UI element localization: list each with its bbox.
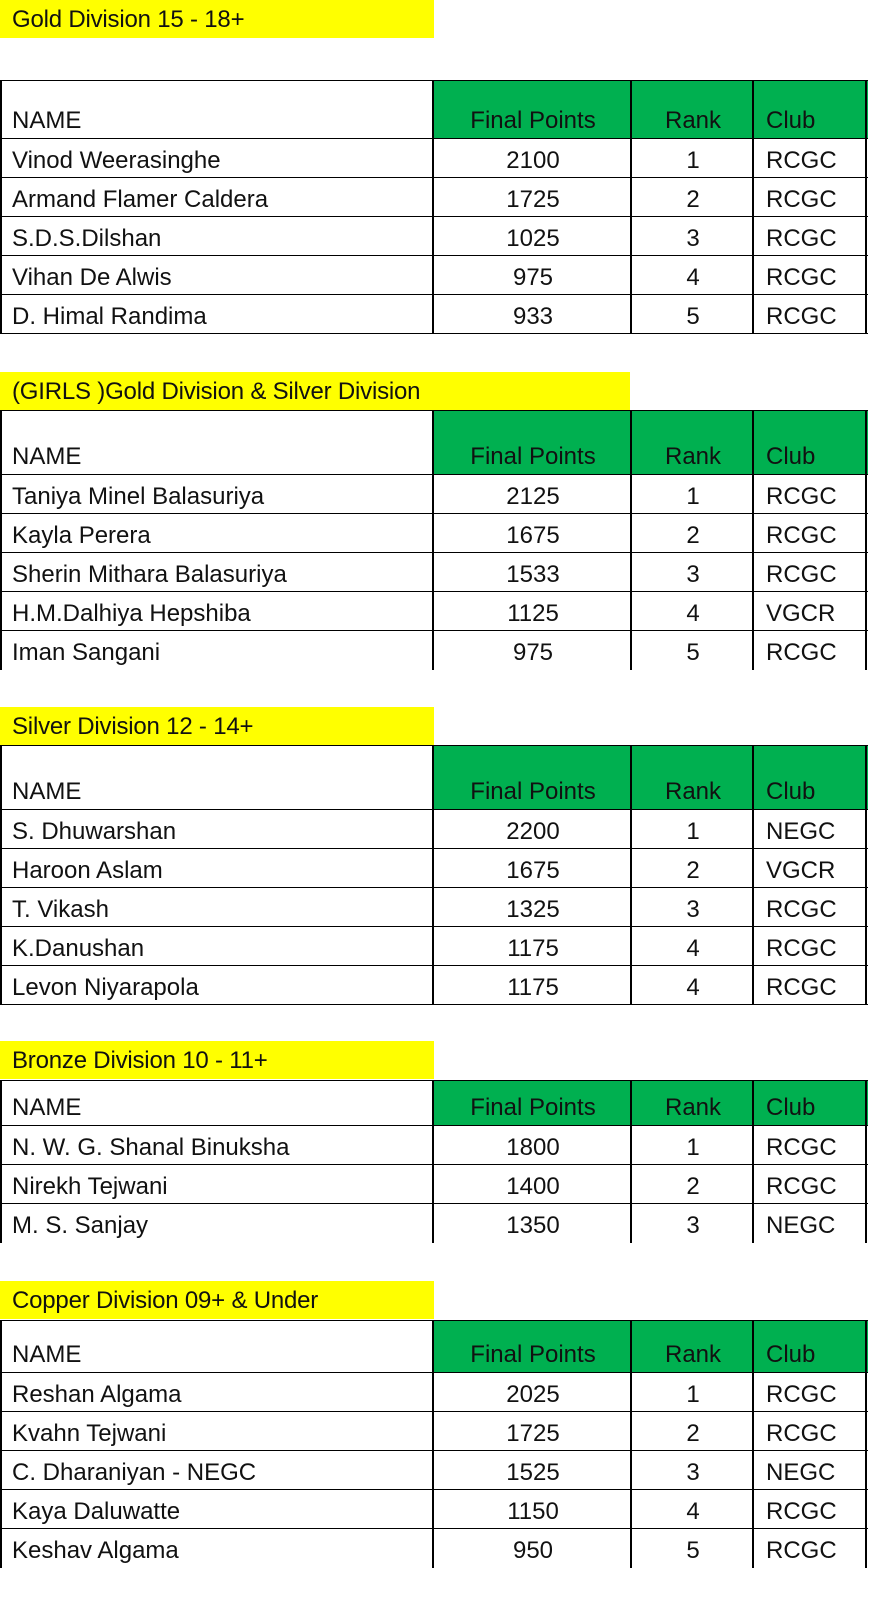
cell-final-points: 1325	[506, 896, 560, 923]
cell-rank: 3	[686, 1459, 700, 1486]
column-left-border	[0, 1080, 2, 1243]
table-row	[0, 178, 868, 217]
cell-rank: 1	[686, 1134, 700, 1161]
cell-club: RCGC	[766, 1498, 837, 1525]
cell-name: D. Himal Randima	[12, 303, 207, 330]
cell-rank: 2	[686, 522, 700, 549]
table-top-border	[0, 80, 868, 81]
table-row	[0, 1451, 868, 1490]
cell-name: Kvahn Tejwani	[12, 1420, 167, 1447]
cell-final-points: 1125	[507, 600, 559, 627]
table-row	[0, 475, 868, 514]
column-name-divider	[432, 1080, 434, 1243]
header-name: NAME	[12, 778, 82, 805]
cell-club: RCGC	[766, 303, 837, 330]
column-name-divider	[432, 80, 434, 334]
cell-name: N. W. G. Shanal Binuksha	[12, 1134, 290, 1161]
cell-club: RCGC	[766, 935, 837, 962]
cell-club: RCGC	[766, 1537, 837, 1564]
table-header	[0, 410, 868, 474]
column-rank-divider	[752, 745, 754, 1005]
cell-club: RCGC	[766, 1134, 837, 1161]
header-rank: Rank	[664, 778, 722, 805]
column-left-border	[0, 80, 2, 334]
cell-final-points: 1025	[506, 225, 560, 252]
cell-name: Keshav Algama	[12, 1537, 179, 1564]
cell-final-points: 975	[512, 639, 554, 666]
cell-final-points: 1725	[506, 1420, 560, 1447]
cell-club: RCGC	[766, 264, 837, 291]
table-row	[0, 592, 868, 631]
cell-rank: 4	[686, 935, 700, 962]
header-final-points: Final Points	[470, 443, 596, 470]
section-title: Silver Division 12 - 14+	[0, 707, 434, 745]
cell-rank: 1	[686, 147, 700, 174]
cell-club: RCGC	[766, 561, 837, 588]
cell-rank: 2	[686, 186, 700, 213]
cell-final-points: 1350	[506, 1212, 560, 1239]
table-row	[0, 1529, 868, 1568]
table-row	[0, 1412, 868, 1451]
table-header	[0, 80, 868, 138]
column-name-divider	[432, 1320, 434, 1568]
table-row	[0, 1126, 868, 1165]
cell-name: Kayla Perera	[12, 522, 151, 549]
header-club: Club	[766, 443, 816, 470]
cell-rank: 5	[686, 1537, 700, 1564]
header-club: Club	[766, 1094, 816, 1121]
cell-final-points: 1675	[506, 857, 560, 884]
table-row	[0, 1204, 868, 1243]
column-right-border	[865, 1080, 867, 1243]
cell-final-points: 950	[512, 1537, 554, 1564]
section-title: Gold Division 15 - 18+	[0, 0, 434, 38]
cell-name: Armand Flamer Caldera	[12, 186, 269, 213]
column-points-divider	[630, 1320, 632, 1568]
table-row	[0, 514, 868, 553]
column-name-divider	[432, 745, 434, 1005]
table-row	[0, 810, 868, 849]
column-points-divider	[630, 1080, 632, 1243]
cell-club: RCGC	[766, 1381, 837, 1408]
table-row	[0, 888, 868, 927]
cell-name: M. S. Sanjay	[12, 1212, 149, 1239]
cell-club: RCGC	[766, 1420, 837, 1447]
cell-name: C. Dharaniyan - NEGC	[12, 1459, 257, 1486]
cell-final-points: 1725	[506, 186, 560, 213]
column-right-border	[865, 410, 867, 670]
table-row	[0, 295, 868, 334]
cell-rank: 1	[686, 818, 700, 845]
column-name-divider	[432, 410, 434, 670]
cell-club: RCGC	[766, 186, 837, 213]
cell-club: RCGC	[766, 522, 837, 549]
cell-name: T. Vikash	[12, 896, 109, 923]
header-name: NAME	[12, 107, 82, 134]
cell-final-points: 1400	[506, 1173, 560, 1200]
header-final-points: Final Points	[470, 1341, 596, 1368]
cell-rank: 4	[686, 264, 700, 291]
cell-final-points: 1675	[506, 522, 560, 549]
cell-rank: 2	[686, 1173, 700, 1200]
column-rank-divider	[752, 410, 754, 670]
cell-club: VGCR	[766, 857, 836, 884]
header-final-points: Final Points	[470, 778, 596, 805]
cell-name: Haroon Aslam	[12, 857, 163, 884]
cell-name: Sherin Mithara Balasuriya	[12, 561, 287, 588]
cell-club: RCGC	[766, 1173, 837, 1200]
header-rank: Rank	[664, 107, 722, 134]
table-row	[0, 1373, 868, 1412]
header-name: NAME	[12, 1341, 82, 1368]
cell-rank: 5	[686, 639, 700, 666]
column-left-border	[0, 410, 2, 670]
header-name: NAME	[12, 443, 82, 470]
cell-rank: 4	[686, 974, 700, 1001]
column-rank-divider	[752, 1080, 754, 1243]
cell-club: RCGC	[766, 225, 837, 252]
column-left-border	[0, 1320, 2, 1568]
cell-final-points: 1525	[506, 1459, 560, 1486]
cell-name: Levon Niyarapola	[12, 974, 199, 1001]
table-row	[0, 553, 868, 592]
table-row	[0, 217, 868, 256]
column-points-divider	[630, 745, 632, 1005]
header-club: Club	[766, 107, 816, 134]
table-header	[0, 1080, 868, 1125]
cell-rank: 2	[686, 857, 700, 884]
cell-club: RCGC	[766, 483, 837, 510]
cell-final-points: 1175	[507, 974, 559, 1001]
table-row	[0, 631, 868, 670]
cell-name: Nirekh Tejwani	[12, 1173, 168, 1200]
column-right-border	[865, 80, 867, 334]
cell-club: NEGC	[766, 818, 836, 845]
header-final-points: Final Points	[470, 107, 596, 134]
cell-name: H.M.Dalhiya Hepshiba	[12, 600, 251, 627]
column-left-border	[0, 745, 2, 1005]
header-rank: Rank	[664, 1094, 722, 1121]
cell-rank: 2	[686, 1420, 700, 1447]
cell-name: Taniya Minel Balasuriya	[12, 483, 265, 510]
cell-final-points: 1800	[506, 1134, 560, 1161]
column-right-border	[865, 1320, 867, 1568]
section-title: Copper Division 09+ & Under	[0, 1281, 434, 1319]
cell-name: Vinod Weerasinghe	[12, 147, 221, 174]
cell-rank: 3	[686, 225, 700, 252]
table-header	[0, 1320, 868, 1372]
cell-rank: 3	[686, 896, 700, 923]
cell-club: NEGC	[766, 1459, 836, 1486]
header-club: Club	[766, 1341, 816, 1368]
cell-final-points: 2025	[506, 1381, 560, 1408]
header-final-points: Final Points	[470, 1094, 596, 1121]
cell-rank: 4	[686, 600, 700, 627]
cell-final-points: 2125	[506, 483, 560, 510]
header-rank: Rank	[664, 443, 722, 470]
table-header	[0, 745, 868, 809]
cell-final-points: 975	[512, 264, 554, 291]
cell-club: RCGC	[766, 147, 837, 174]
cell-name: Iman Sangani	[12, 639, 161, 666]
cell-name: K.Danushan	[12, 935, 145, 962]
table-row	[0, 139, 868, 178]
cell-club: RCGC	[766, 639, 837, 666]
column-rank-divider	[752, 1320, 754, 1568]
cell-name: Kaya Daluwatte	[12, 1498, 181, 1525]
column-points-divider	[630, 80, 632, 334]
table-top-border	[0, 410, 868, 411]
cell-rank: 3	[686, 1212, 700, 1239]
table-top-border	[0, 1320, 868, 1321]
section-title: (GIRLS )Gold Division & Silver Division	[0, 372, 630, 410]
cell-final-points: 2200	[506, 818, 560, 845]
table-row	[0, 927, 868, 966]
cell-final-points: 2100	[506, 147, 560, 174]
column-rank-divider	[752, 80, 754, 334]
cell-rank: 1	[686, 483, 700, 510]
table-top-border	[0, 745, 868, 746]
cell-rank: 4	[686, 1498, 700, 1525]
cell-final-points: 1175	[507, 935, 559, 962]
table-row	[0, 256, 868, 295]
header-club: Club	[766, 778, 816, 805]
table-row	[0, 966, 868, 1005]
cell-name: S. Dhuwarshan	[12, 818, 177, 845]
table-top-border	[0, 1080, 868, 1081]
table-row	[0, 849, 868, 888]
cell-rank: 5	[686, 303, 700, 330]
column-points-divider	[630, 410, 632, 670]
section-title: Bronze Division 10 - 11+	[0, 1041, 434, 1079]
cell-name: S.D.S.Dilshan	[12, 225, 162, 252]
row-border	[0, 1004, 868, 1005]
header-rank: Rank	[664, 1341, 722, 1368]
cell-rank: 1	[686, 1381, 700, 1408]
cell-final-points: 933	[512, 303, 554, 330]
column-right-border	[865, 745, 867, 1005]
table-row	[0, 1490, 868, 1529]
cell-name: Reshan Algama	[12, 1381, 182, 1408]
table-row	[0, 1165, 868, 1204]
cell-final-points: 1150	[507, 1498, 559, 1525]
cell-club: NEGC	[766, 1212, 836, 1239]
cell-final-points: 1533	[506, 561, 560, 588]
cell-name: Vihan De Alwis	[12, 264, 172, 291]
cell-club: RCGC	[766, 896, 837, 923]
cell-club: VGCR	[766, 600, 836, 627]
row-border	[0, 333, 868, 334]
cell-club: RCGC	[766, 974, 837, 1001]
cell-rank: 3	[686, 561, 700, 588]
header-name: NAME	[12, 1094, 82, 1121]
